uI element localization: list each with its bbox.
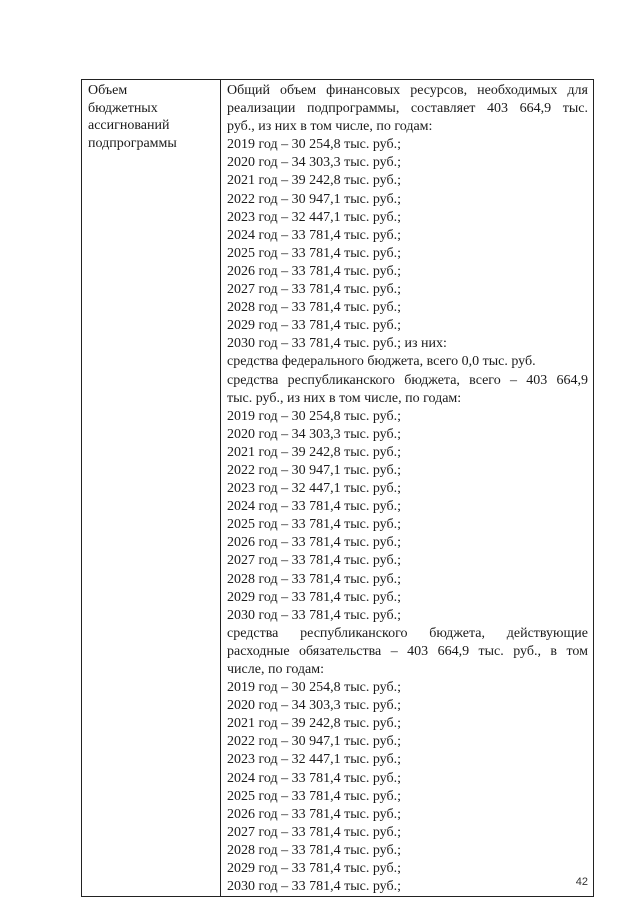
- year-line: 2026 год – 33 781,4 тыс. руб.;: [227, 806, 401, 822]
- obligations-intro-line: средства республиканского бюджета, действующие: [227, 625, 588, 641]
- year-line: 2022 год – 30 947,1 тыс. руб.;: [227, 462, 401, 478]
- year-line: 2030 год – 33 781,4 тыс. руб.;: [227, 607, 401, 623]
- year-line: 2029 год – 33 781,4 тыс. руб.;: [227, 861, 401, 877]
- year-line: 2028 год – 33 781,4 тыс. руб.;: [227, 571, 401, 587]
- year-line: 2020 год – 34 303,3 тыс. руб.;: [227, 155, 401, 171]
- year-line: 2021 год – 39 242,8 тыс. руб.;: [227, 173, 401, 189]
- year-line: 2026 год – 33 781,4 тыс. руб.;: [227, 263, 401, 279]
- year-line: 2029 год – 33 781,4 тыс. руб.;: [227, 318, 401, 334]
- year-line: 2024 год – 33 781,4 тыс. руб.;: [227, 227, 401, 243]
- year-line: 2020 год – 34 303,3 тыс. руб.;: [227, 426, 401, 442]
- left-label-line: подпрограммы: [88, 135, 177, 151]
- right-cell: [221, 80, 594, 897]
- year-line: 2024 год – 33 781,4 тыс. руб.;: [227, 499, 401, 515]
- intro-line: реализации подпрограммы, составляет 403 664,9 тыс.: [227, 101, 588, 117]
- left-cell: [82, 80, 221, 897]
- obligations-intro-line: расходные обязательства – 403 664,9 тыс. руб., в том: [227, 643, 588, 659]
- year-line: 2030 год – 33 781,4 тыс. руб.;: [227, 879, 401, 895]
- year-line: 2023 год – 32 447,1 тыс. руб.;: [227, 752, 401, 768]
- year-line: 2028 год – 33 781,4 тыс. руб.;: [227, 842, 401, 858]
- budget-table: [81, 79, 594, 897]
- year-line: 2019 год – 30 254,8 тыс. руб.;: [227, 408, 401, 424]
- year-line: 2029 год – 33 781,4 тыс. руб.;: [227, 589, 401, 605]
- year-line: 2024 год – 33 781,4 тыс. руб.;: [227, 770, 401, 786]
- year-line: 2025 год – 33 781,4 тыс. руб.;: [227, 788, 401, 804]
- year-line: 2028 год – 33 781,4 тыс. руб.;: [227, 300, 401, 316]
- republican-intro-line: тыс. руб., из них в том числе, по годам:: [227, 390, 462, 406]
- year-line: 2020 год – 34 303,3 тыс. руб.;: [227, 698, 401, 714]
- page-number: 42: [575, 876, 588, 888]
- year-line: 2021 год – 39 242,8 тыс. руб.;: [227, 444, 401, 460]
- year-line: 2023 год – 32 447,1 тыс. руб.;: [227, 481, 401, 497]
- obligations-intro-line: числе, по годам:: [227, 662, 325, 677]
- year-line: 2027 год – 33 781,4 тыс. руб.;: [227, 553, 401, 569]
- left-label-line: ассигнований: [88, 118, 170, 133]
- intro-line: руб., из них в том числе, по годам:: [227, 119, 433, 135]
- year-line: 2025 год – 33 781,4 тыс. руб.;: [227, 517, 401, 533]
- year-line: 2030 год – 33 781,4 тыс. руб.; из них:: [227, 336, 447, 352]
- republican-intro-line: средства республиканского бюджета, всего – 403 664,9: [227, 372, 588, 388]
- year-line: 2019 год – 30 254,8 тыс. руб.;: [227, 137, 401, 153]
- year-line: 2027 год – 33 781,4 тыс. руб.;: [227, 282, 401, 298]
- table-row: [82, 80, 594, 897]
- year-line: 2023 год – 32 447,1 тыс. руб.;: [227, 209, 401, 225]
- federal-budget-line: средства федерального бюджета, всего 0,0 тыс. руб.: [227, 354, 536, 370]
- left-label-line: Объем: [88, 83, 128, 98]
- year-line: 2022 год – 30 947,1 тыс. руб.;: [227, 734, 401, 750]
- year-line: 2027 год – 33 781,4 тыс. руб.;: [227, 824, 401, 840]
- year-line: 2025 год – 33 781,4 тыс. руб.;: [227, 245, 401, 261]
- left-label-line: бюджетных: [88, 100, 158, 116]
- year-line: 2026 год – 33 781,4 тыс. руб.;: [227, 535, 401, 551]
- year-line: 2019 год – 30 254,8 тыс. руб.;: [227, 680, 401, 696]
- year-line: 2022 год – 30 947,1 тыс. руб.;: [227, 191, 401, 207]
- year-line: 2021 год – 39 242,8 тыс. руб.;: [227, 716, 401, 732]
- intro-line: Общий объем финансовых ресурсов, необходимых для: [227, 83, 588, 98]
